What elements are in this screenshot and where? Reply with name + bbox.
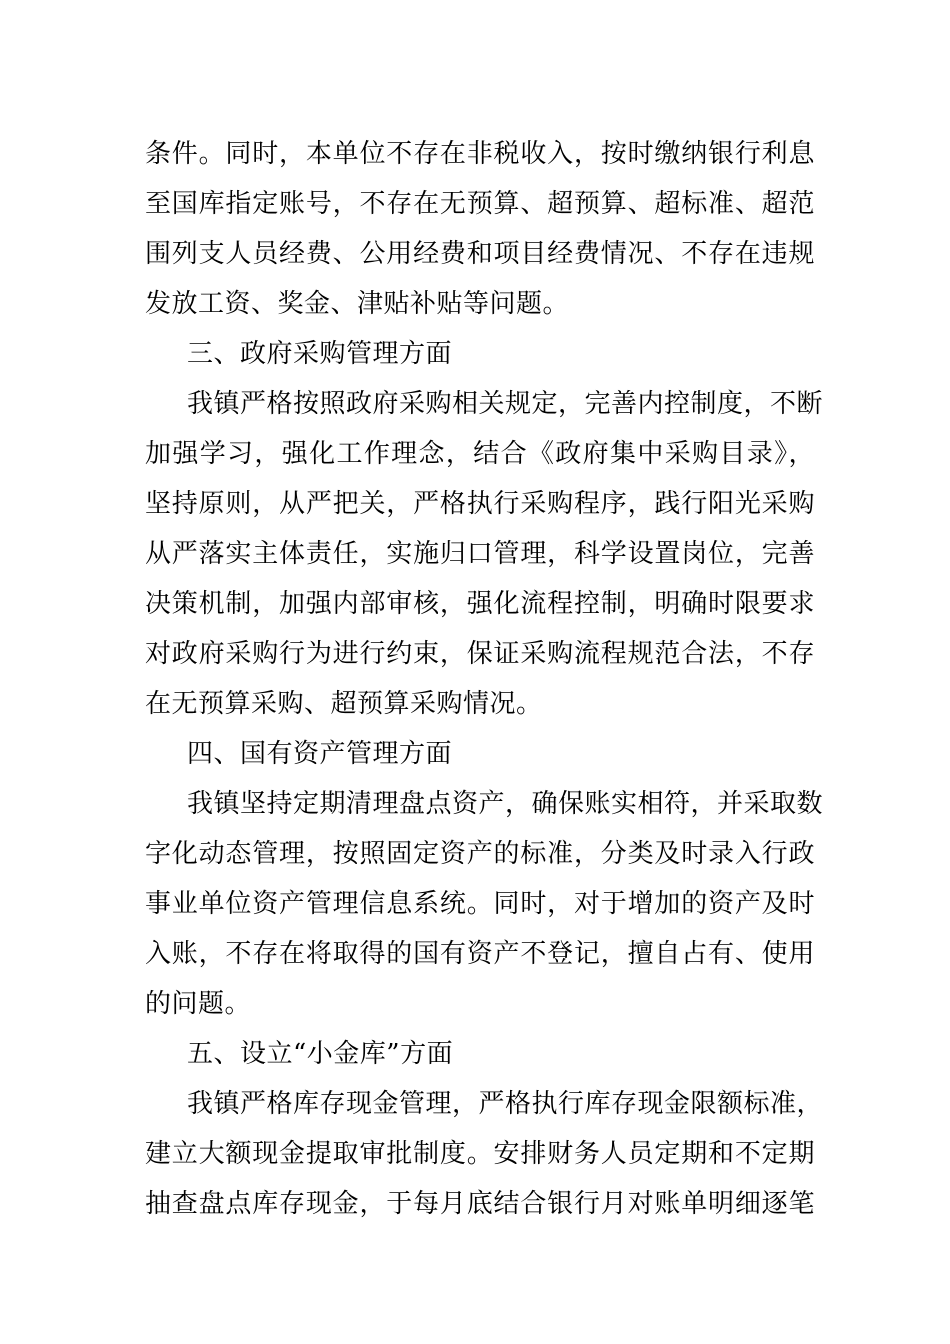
text-line: 的问题。 <box>145 989 252 1019</box>
section-heading: 三、政府采购管理方面 <box>187 339 453 369</box>
text-line: 我镇坚持定期清理盘点资产，确保账实相符，并采取数 <box>187 789 824 819</box>
text-line: 加强学习，强化工作理念，结合《政府集中采购目录》， <box>145 439 815 469</box>
section-heading: 四、国有资产管理方面 <box>187 739 453 769</box>
text-line: 我镇严格库存现金管理，严格执行库存现金限额标准， <box>187 1089 824 1119</box>
text-line: 入账，不存在将取得的国有资产不登记，擅自占有、使用 <box>145 939 815 969</box>
text-line: 从严落实主体责任，实施归口管理，科学设置岗位，完善 <box>145 539 815 569</box>
text-line: 建立大额现金提取审批制度。安排财务人员定期和不定期 <box>145 1139 815 1169</box>
text-line: 在无预算采购、超预算采购情况。 <box>145 689 543 719</box>
text-line: 决策机制，加强内部审核，强化流程控制，明确时限要求 <box>145 589 815 619</box>
text-line: 事业单位资产管理信息系统。同时，对于增加的资产及时 <box>145 889 815 919</box>
text-line: 我镇严格按照政府采购相关规定，完善内控制度，不断 <box>187 389 824 419</box>
section-heading: 五、设立“小金库”方面 <box>187 1039 454 1069</box>
text-line: 抽查盘点库存现金，于每月底结合银行月对账单明细逐笔 <box>145 1189 815 1219</box>
text-line: 坚持原则，从严把关，严格执行采购程序，践行阳光采购 <box>145 489 815 519</box>
text-line: 发放工资、奖金、津贴补贴等问题。 <box>145 289 570 319</box>
text-line: 对政府采购行为进行约束，保证采购流程规范合法，不存 <box>145 639 815 669</box>
text-line: 围列支人员经费、公用经费和项目经费情况、不存在违规 <box>145 239 815 269</box>
text-line: 至国库指定账号，不存在无预算、超预算、超标准、超范 <box>145 189 815 219</box>
text-line: 条件。同时，本单位不存在非税收入，按时缴纳银行利息 <box>145 139 815 169</box>
text-line: 字化动态管理，按照固定资产的标准，分类及时录入行政 <box>145 839 815 869</box>
